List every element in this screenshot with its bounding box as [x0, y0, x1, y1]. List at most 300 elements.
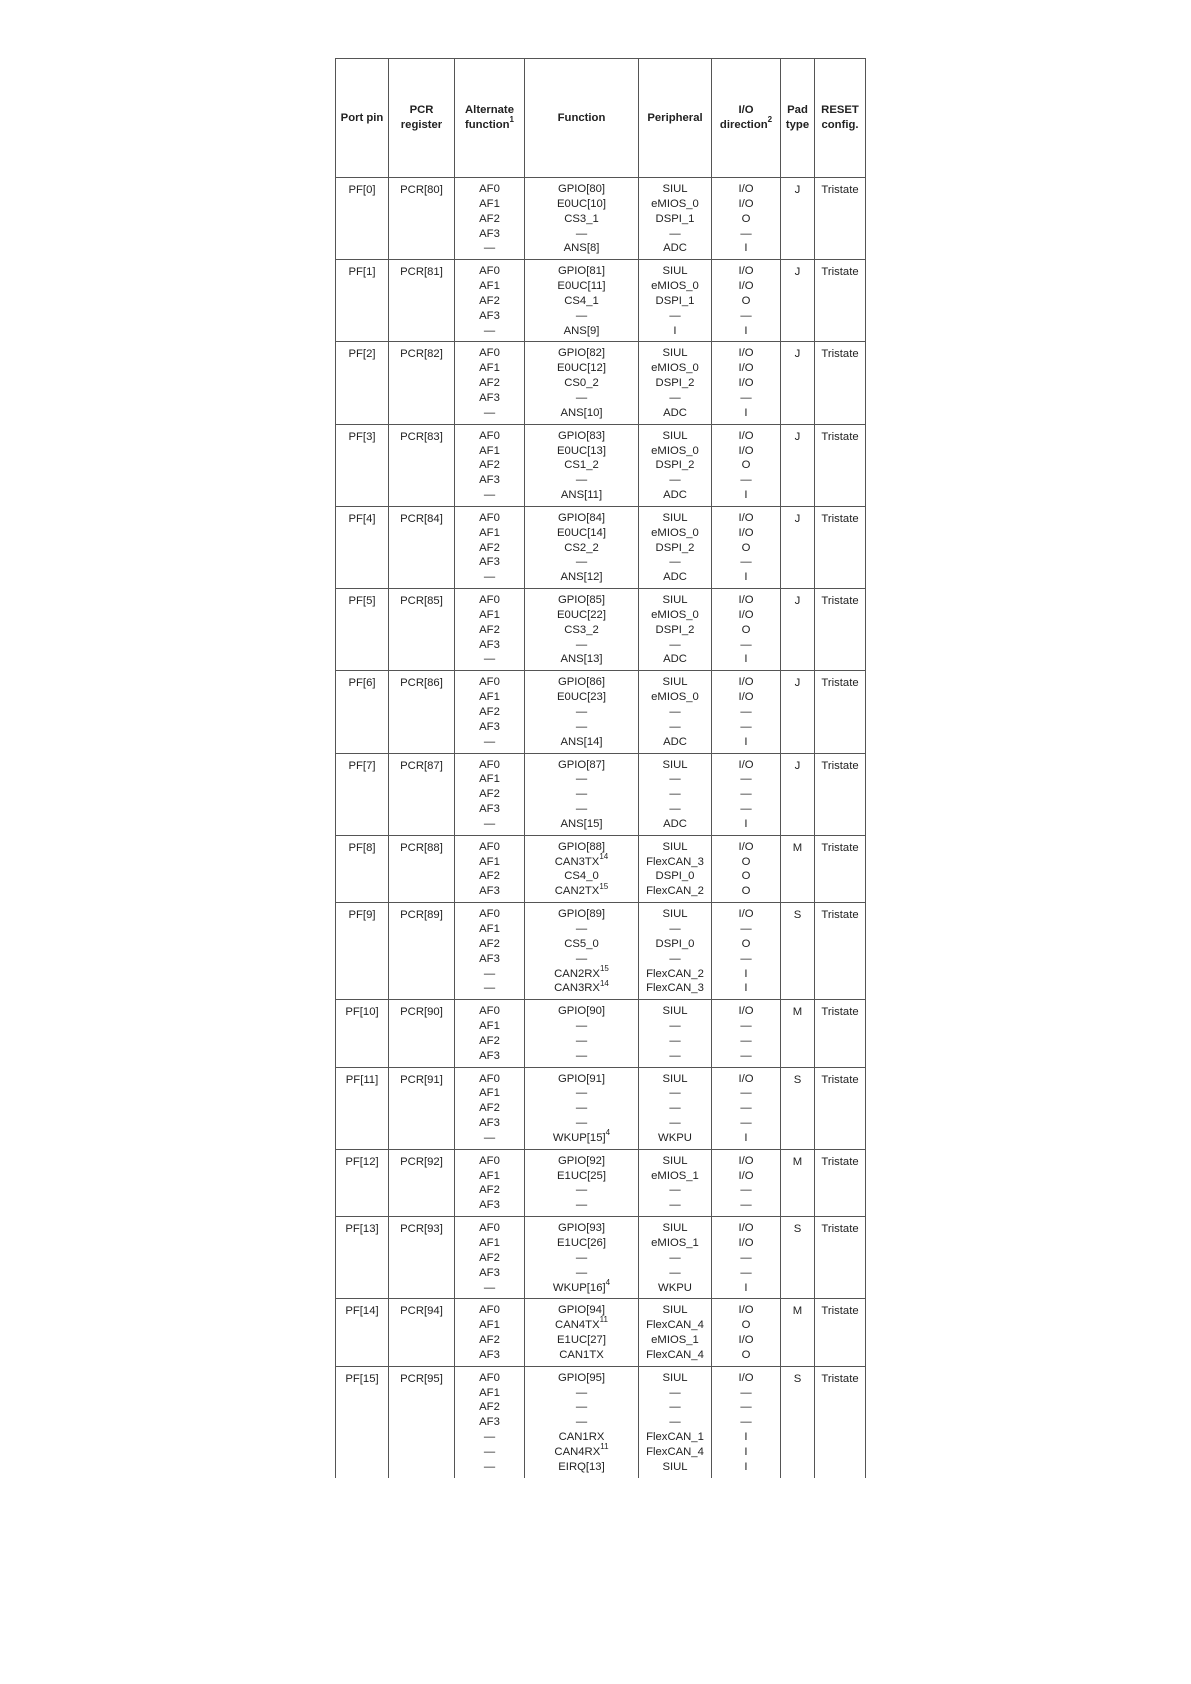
port-pin-cell: PF[14]	[336, 1299, 389, 1366]
function-text: —	[575, 1034, 588, 1047]
io-direction-text: O	[741, 885, 751, 898]
io-direction-text: —	[740, 1401, 752, 1414]
alternate-function-text: AF3	[479, 803, 500, 816]
alternate-function-text: AF0	[479, 758, 500, 771]
alternate-function-line	[456, 1318, 523, 1333]
alternate-function-line	[456, 817, 523, 832]
function-text: ANS[12]	[560, 571, 603, 584]
io-direction-line	[713, 197, 779, 212]
peripheral-text: —	[669, 803, 681, 816]
function-line	[526, 787, 637, 802]
peripheral-line	[640, 623, 710, 638]
peripheral-text: —	[669, 309, 681, 322]
peripheral-line	[640, 361, 710, 376]
peripheral-text: —	[669, 1049, 681, 1062]
function-line	[526, 638, 637, 653]
peripheral-line	[640, 324, 710, 339]
function-text: —	[575, 952, 588, 965]
function-line	[526, 1049, 637, 1064]
alternate-function-text: AF3	[479, 885, 500, 898]
peripheral-line	[640, 264, 710, 279]
pcr-register-cell: PCR[86]	[389, 671, 455, 753]
peripheral-line	[640, 802, 710, 817]
alternate-function-line	[456, 346, 523, 361]
function-cell	[525, 835, 639, 902]
function-line	[526, 1128, 637, 1146]
function-text: —	[575, 1386, 588, 1399]
table-row	[336, 903, 866, 1000]
peripheral-line	[640, 555, 710, 570]
peripheral-text: SIUL	[662, 1072, 688, 1085]
function-line	[526, 346, 637, 361]
peripheral-text: SIUL	[662, 594, 688, 607]
peripheral-text: —	[669, 1117, 681, 1130]
peripheral-text: FlexCAN_3	[646, 982, 704, 995]
peripheral-line	[640, 458, 710, 473]
alternate-function-line	[456, 376, 523, 391]
alternate-function-text: AF1	[479, 691, 500, 704]
io-direction-line	[713, 735, 779, 750]
peripheral-cell	[639, 1000, 712, 1067]
io-direction-line	[713, 526, 779, 541]
function-text: WKUP[16]	[552, 1281, 606, 1294]
function-cell	[525, 1067, 639, 1149]
function-line	[526, 279, 637, 294]
io-direction-line	[713, 473, 779, 488]
alternate-function-cell	[455, 1000, 525, 1067]
peripheral-line	[640, 1004, 710, 1019]
port-pin-cell: PF[10]	[336, 1000, 389, 1067]
pad-type-cell: J	[781, 671, 815, 753]
function-text: CAN4TX	[555, 1319, 600, 1332]
reset-config-cell: Tristate	[815, 424, 866, 506]
function-line	[526, 851, 637, 870]
function-text: CAN3TX	[554, 855, 600, 868]
function-text: ANS[9]	[563, 324, 600, 337]
io-direction-line	[713, 279, 779, 294]
alternate-function-line	[456, 705, 523, 720]
peripheral-text: DSPI_2	[655, 541, 695, 554]
function-line	[526, 1386, 637, 1401]
alternate-function-line	[456, 444, 523, 459]
pcr-register-cell: PCR[83]	[389, 424, 455, 506]
function-text: GPIO[93]	[557, 1222, 606, 1235]
alternate-function-text: AF1	[479, 362, 500, 375]
peripheral-text: WKPU	[658, 1131, 692, 1144]
peripheral-text: —	[669, 1087, 681, 1100]
peripheral-text: —	[669, 1386, 681, 1399]
peripheral-text: FlexCAN_2	[646, 967, 704, 980]
alternate-function-line	[456, 907, 523, 922]
function-text: CS3_2	[564, 623, 599, 636]
function-text: GPIO[91]	[557, 1072, 606, 1085]
io-direction-text: O	[741, 855, 751, 868]
alternate-function-text: AF2	[479, 937, 500, 950]
alternate-function-text: AF0	[479, 1222, 500, 1235]
table-row	[336, 506, 866, 588]
table-row	[336, 178, 866, 260]
peripheral-line	[640, 720, 710, 735]
io-direction-line	[713, 1251, 779, 1266]
io-direction-line	[713, 1303, 779, 1318]
reset-config-cell: Tristate	[815, 671, 866, 753]
alternate-function-text: —	[483, 1131, 496, 1144]
function-line	[526, 227, 637, 242]
function-text: —	[575, 1266, 588, 1279]
io-direction-line	[713, 705, 779, 720]
io-direction-line	[713, 1086, 779, 1101]
io-direction-line	[713, 309, 779, 324]
table-row	[336, 835, 866, 902]
peripheral-line	[640, 593, 710, 608]
alternate-function-text: AF3	[479, 1049, 500, 1062]
io-direction-text: I/O	[738, 1154, 754, 1167]
function-line	[526, 623, 637, 638]
footnote-mark: 14	[599, 851, 609, 861]
function-line	[526, 758, 637, 773]
reset-config-cell: Tristate	[815, 260, 866, 342]
io-direction-text: —	[740, 474, 752, 487]
io-direction-text: O	[741, 937, 751, 950]
alternate-function-cell	[455, 1067, 525, 1149]
peripheral-text: SIUL	[662, 758, 688, 771]
function-cell	[525, 260, 639, 342]
function-line	[526, 361, 637, 376]
io-direction-line	[713, 652, 779, 667]
io-direction-line	[713, 690, 779, 705]
pad-type-cell: M	[781, 1299, 815, 1366]
function-text: E1UC[26]	[557, 1237, 606, 1249]
alternate-function-line	[456, 391, 523, 406]
io-direction-cell	[712, 178, 781, 260]
io-direction-text: I/O	[738, 1005, 754, 1018]
peripheral-line	[640, 376, 710, 391]
port-pin-cell: PF[6]	[336, 671, 389, 753]
io-direction-text: O	[741, 212, 751, 225]
peripheral-line	[640, 1019, 710, 1034]
footnote-mark: 15	[599, 963, 609, 973]
io-direction-text: I/O	[738, 526, 754, 539]
footnote-mark: 15	[599, 881, 609, 891]
io-direction-line	[713, 922, 779, 937]
io-direction-cell	[712, 903, 781, 1000]
alternate-function-line	[456, 922, 523, 937]
io-direction-text: —	[740, 1184, 752, 1197]
pcr-register-cell: PCR[93]	[389, 1217, 455, 1299]
function-text: —	[575, 1401, 588, 1414]
peripheral-text: eMIOS_1	[651, 1169, 699, 1182]
header-reset-config: RESET config.	[815, 59, 866, 178]
alternate-function-text: AF2	[479, 212, 500, 225]
peripheral-text: FlexCAN_3	[646, 855, 704, 868]
io-direction-text: I/O	[738, 362, 754, 375]
io-direction-cell	[712, 1000, 781, 1067]
function-line	[526, 1460, 637, 1475]
alternate-function-text: AF0	[479, 1154, 500, 1167]
function-line	[526, 1315, 637, 1333]
function-text: EIRQ[13]	[558, 1460, 605, 1473]
alternate-function-text: AF0	[479, 347, 500, 360]
pcr-register-cell: PCR[87]	[389, 753, 455, 835]
peripheral-line	[640, 406, 710, 421]
function-text: E0UC[12]	[557, 362, 606, 375]
header-pad-type: Pad type	[781, 59, 815, 178]
io-direction-text: —	[740, 227, 752, 240]
peripheral-line	[640, 1116, 710, 1131]
io-direction-cell	[712, 424, 781, 506]
peripheral-text: SIUL	[662, 1154, 688, 1167]
function-line	[526, 1221, 637, 1236]
io-direction-line	[713, 981, 779, 996]
alternate-function-cell	[455, 424, 525, 506]
function-line	[526, 391, 637, 406]
alternate-function-text: AF0	[479, 183, 500, 195]
alternate-function-text: AF0	[479, 1304, 500, 1317]
peripheral-text: DSPI_1	[655, 294, 695, 307]
alternate-function-text: AF2	[479, 294, 500, 307]
function-line	[526, 1400, 637, 1415]
function-line	[526, 1371, 637, 1386]
footnote-mark: 2	[767, 115, 773, 125]
peripheral-cell	[639, 260, 712, 342]
function-text: CS0_2	[564, 377, 599, 390]
alternate-function-text: AF2	[479, 1251, 500, 1264]
alternate-function-line	[456, 1086, 523, 1101]
peripheral-line	[640, 817, 710, 832]
function-line	[526, 197, 637, 212]
alternate-function-line	[456, 541, 523, 556]
peripheral-line	[640, 346, 710, 361]
alternate-function-line	[456, 884, 523, 899]
peripheral-text: eMIOS_0	[651, 608, 699, 621]
peripheral-line	[640, 1430, 710, 1445]
function-line	[526, 1266, 637, 1281]
io-direction-text: —	[740, 706, 752, 718]
pad-type-cell: S	[781, 1366, 815, 1477]
alternate-function-text: —	[483, 1431, 496, 1444]
io-direction-text: I/O	[738, 377, 754, 390]
alternate-function-line	[456, 720, 523, 735]
io-direction-cell	[712, 835, 781, 902]
header-io-direction	[712, 59, 781, 178]
function-text: —	[575, 1251, 588, 1264]
alternate-function-line	[456, 1183, 523, 1198]
function-text: —	[575, 556, 588, 569]
io-direction-line	[713, 952, 779, 967]
peripheral-text: SIUL	[662, 511, 688, 524]
io-direction-line	[713, 1236, 779, 1251]
function-text: GPIO[89]	[557, 908, 606, 921]
function-text: E0UC[13]	[557, 444, 606, 457]
function-cell	[525, 342, 639, 424]
io-direction-text: I	[744, 817, 748, 830]
function-line	[526, 817, 637, 832]
alternate-function-cell	[455, 753, 525, 835]
port-pin-cell: PF[8]	[336, 835, 389, 902]
io-direction-text: —	[740, 773, 752, 786]
peripheral-cell	[639, 506, 712, 588]
function-text: —	[575, 706, 588, 718]
function-cell	[525, 178, 639, 260]
alternate-function-text: AF2	[479, 870, 500, 883]
alternate-function-line	[456, 526, 523, 541]
function-text: E1UC[25]	[557, 1169, 606, 1182]
alternate-function-line	[456, 1251, 523, 1266]
io-direction-cell	[712, 671, 781, 753]
reset-config-cell: Tristate	[815, 589, 866, 671]
peripheral-line	[640, 1445, 710, 1460]
io-direction-line	[713, 802, 779, 817]
function-text: ANS[10]	[560, 406, 603, 419]
port-pin-cell: PF[13]	[336, 1217, 389, 1299]
alternate-function-text: AF0	[479, 1072, 500, 1085]
pad-type-cell: J	[781, 589, 815, 671]
function-text: CAN2RX	[554, 967, 600, 980]
peripheral-text: FlexCAN_4	[646, 1319, 704, 1332]
alternate-function-text: AF0	[479, 511, 500, 524]
function-text: —	[575, 1049, 588, 1062]
peripheral-line	[640, 1266, 710, 1281]
function-text: E0UC[11]	[557, 280, 606, 293]
table-row	[336, 1067, 866, 1149]
function-line	[526, 1072, 637, 1087]
alternate-function-line	[456, 1116, 523, 1131]
function-line	[526, 1198, 637, 1213]
io-direction-text: —	[740, 1049, 752, 1062]
function-line	[526, 690, 637, 705]
io-direction-text: —	[740, 1199, 752, 1212]
io-direction-text: O	[741, 294, 751, 307]
function-line	[526, 840, 637, 855]
footnote-mark: 1	[509, 115, 514, 125]
peripheral-line	[640, 526, 710, 541]
alternate-function-text: AF0	[479, 265, 500, 278]
alternate-function-text: AF3	[479, 720, 500, 733]
alternate-function-line	[456, 324, 523, 339]
io-direction-text: I/O	[738, 840, 754, 853]
function-text: CAN3RX	[554, 982, 600, 995]
alternate-function-cell	[455, 1217, 525, 1299]
peripheral-cell	[639, 424, 712, 506]
footnote-mark: 11	[600, 1442, 609, 1452]
peripheral-text: FlexCAN_2	[646, 885, 704, 898]
io-direction-text: I	[744, 653, 748, 666]
alternate-function-text: AF3	[479, 1199, 500, 1212]
function-line	[526, 705, 637, 720]
function-text: —	[575, 1199, 588, 1212]
function-text: —	[575, 922, 588, 935]
alternate-function-text: —	[483, 735, 496, 748]
function-line	[526, 1348, 637, 1363]
alternate-function-text: AF2	[479, 541, 500, 554]
peripheral-line	[640, 1460, 710, 1475]
io-direction-text: I/O	[738, 280, 754, 293]
peripheral-line	[640, 608, 710, 623]
function-text: E0UC[10]	[557, 197, 606, 210]
io-direction-text: —	[740, 788, 752, 801]
alternate-function-text: AF0	[479, 1005, 500, 1018]
header-function: Function	[525, 59, 639, 178]
peripheral-text: —	[669, 556, 681, 569]
header-pcr-register: PCR register	[389, 59, 455, 178]
alternate-function-line	[456, 787, 523, 802]
io-direction-cell	[712, 342, 781, 424]
peripheral-text: eMIOS_0	[651, 444, 699, 457]
peripheral-line	[640, 212, 710, 227]
peripheral-text: —	[669, 1102, 681, 1115]
pad-type-cell: S	[781, 903, 815, 1000]
function-text: ANS[14]	[560, 735, 603, 748]
alternate-function-text: AF1	[479, 197, 500, 210]
peripheral-line	[640, 1034, 710, 1049]
alternate-function-line	[456, 652, 523, 667]
peripheral-line	[640, 1236, 710, 1251]
peripheral-line	[640, 675, 710, 690]
pad-type-cell: J	[781, 342, 815, 424]
function-text: —	[575, 474, 588, 487]
pad-type-cell: S	[781, 1067, 815, 1149]
function-line	[526, 1086, 637, 1101]
alternate-function-line	[456, 1430, 523, 1445]
alternate-function-text: AF1	[479, 1169, 500, 1182]
alternate-function-text: AF3	[479, 1348, 500, 1361]
function-line	[526, 772, 637, 787]
alternate-function-line	[456, 458, 523, 473]
alternate-function-line	[456, 1460, 523, 1475]
io-direction-line	[713, 1019, 779, 1034]
function-text: E1UC[27]	[557, 1334, 606, 1347]
peripheral-text: —	[669, 474, 681, 487]
alternate-function-line	[456, 1169, 523, 1184]
port-pin-cell: PF[0]	[336, 178, 389, 260]
function-cell	[525, 1299, 639, 1366]
alternate-function-line	[456, 1198, 523, 1213]
io-direction-text: I	[744, 1131, 748, 1144]
table-row	[336, 342, 866, 424]
function-cell	[525, 671, 639, 753]
io-direction-line	[713, 772, 779, 787]
io-direction-line	[713, 1072, 779, 1087]
reset-config-cell: Tristate	[815, 1149, 866, 1216]
function-text: CS3_1	[564, 212, 599, 225]
alternate-function-line	[456, 952, 523, 967]
alternate-function-text: AF1	[479, 280, 500, 293]
io-direction-line	[713, 1101, 779, 1116]
function-text: CS4_1	[564, 294, 599, 307]
peripheral-line	[640, 1281, 710, 1296]
io-direction-line	[713, 541, 779, 556]
function-cell	[525, 1366, 639, 1477]
alternate-function-line	[456, 1072, 523, 1087]
peripheral-line	[640, 182, 710, 197]
peripheral-cell	[639, 1149, 712, 1216]
peripheral-cell	[639, 903, 712, 1000]
alternate-function-line	[456, 294, 523, 309]
peripheral-line	[640, 884, 710, 899]
alternate-function-line	[456, 1266, 523, 1281]
io-direction-text: I/O	[738, 594, 754, 607]
alternate-function-line	[456, 429, 523, 444]
peripheral-text: ADC	[663, 571, 687, 584]
peripheral-line	[640, 227, 710, 242]
table-body	[336, 178, 866, 1478]
alternate-function-line	[456, 488, 523, 503]
function-text: ANS[13]	[560, 653, 603, 666]
alternate-function-line	[456, 1236, 523, 1251]
alternate-function-cell	[455, 1299, 525, 1366]
reset-config-cell: Tristate	[815, 342, 866, 424]
peripheral-line	[640, 294, 710, 309]
